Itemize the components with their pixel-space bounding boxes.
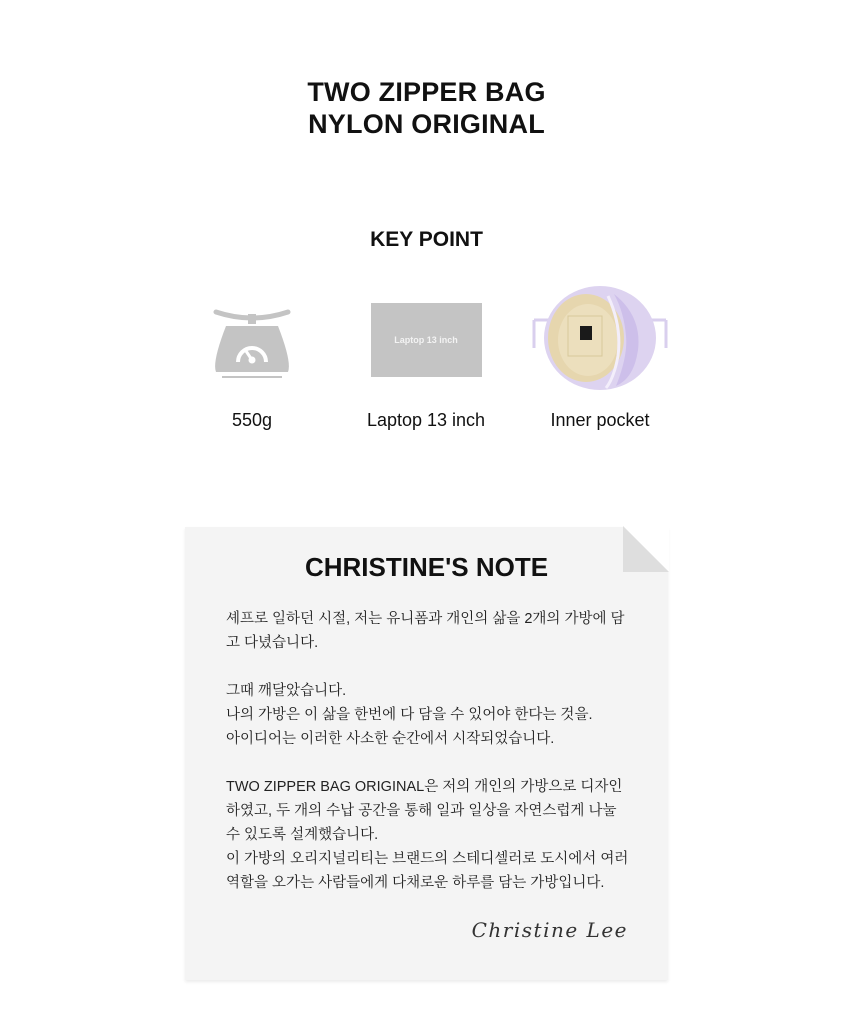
product-title — [0, 76, 853, 140]
signature: Christine Lee — [471, 918, 628, 942]
key-point-weight-label: 550g — [231, 410, 273, 430]
key-point-laptop-label: Laptop 13 inch — [366, 410, 486, 430]
note-body — [226, 607, 631, 919]
note-paragraph: 그때 깨달았습니다. 나의 가방은 이 삶을 한번에 다 담을 수 있어야 한다는 것을. 아이디어는 이러한 사소한 순간에서 시작되었습니다. — [226, 683, 593, 747]
bag-inner-pocket-image — [530, 286, 670, 394]
note-title: CHRISTINE'S NOTE — [304, 552, 549, 582]
key-point-weight — [167, 290, 337, 431]
christines-note-card — [185, 527, 668, 980]
laptop-placeholder-icon — [371, 303, 482, 377]
product-title-line1: TWO ZIPPER BAG — [307, 77, 546, 107]
laptop-placeholder-text: Laptop 13 inch — [394, 335, 458, 345]
key-point-inner-pocket — [515, 290, 685, 431]
key-point-laptop — [341, 290, 511, 431]
key-point-heading: KEY POINT — [370, 228, 483, 251]
scale-icon — [212, 300, 292, 380]
key-point-inner-pocket-label: Inner pocket — [550, 410, 650, 430]
note-paragraph: 셰프로 일하던 시절, 저는 유니폼과 개인의 삶을 2개의 가방에 담 고 다녔습니다. — [226, 611, 625, 651]
note-paragraph: TWO ZIPPER BAG ORIGINAL은 저의 개인의 가방으로 디자인 하였고, 두 개의 수납 공간을 통해 일과 일상을 자연스럽게 나눌 수 있도록 설계했습니다. 이 가방의 오리지널리티는 브랜드의 스테디셀러로 도시에서 여러 역할을 오가는 사람들에게 다채로운 하루를 담는 가방입니다. — [226, 779, 629, 891]
product-title-line2: NYLON ORIGINAL — [308, 109, 545, 139]
